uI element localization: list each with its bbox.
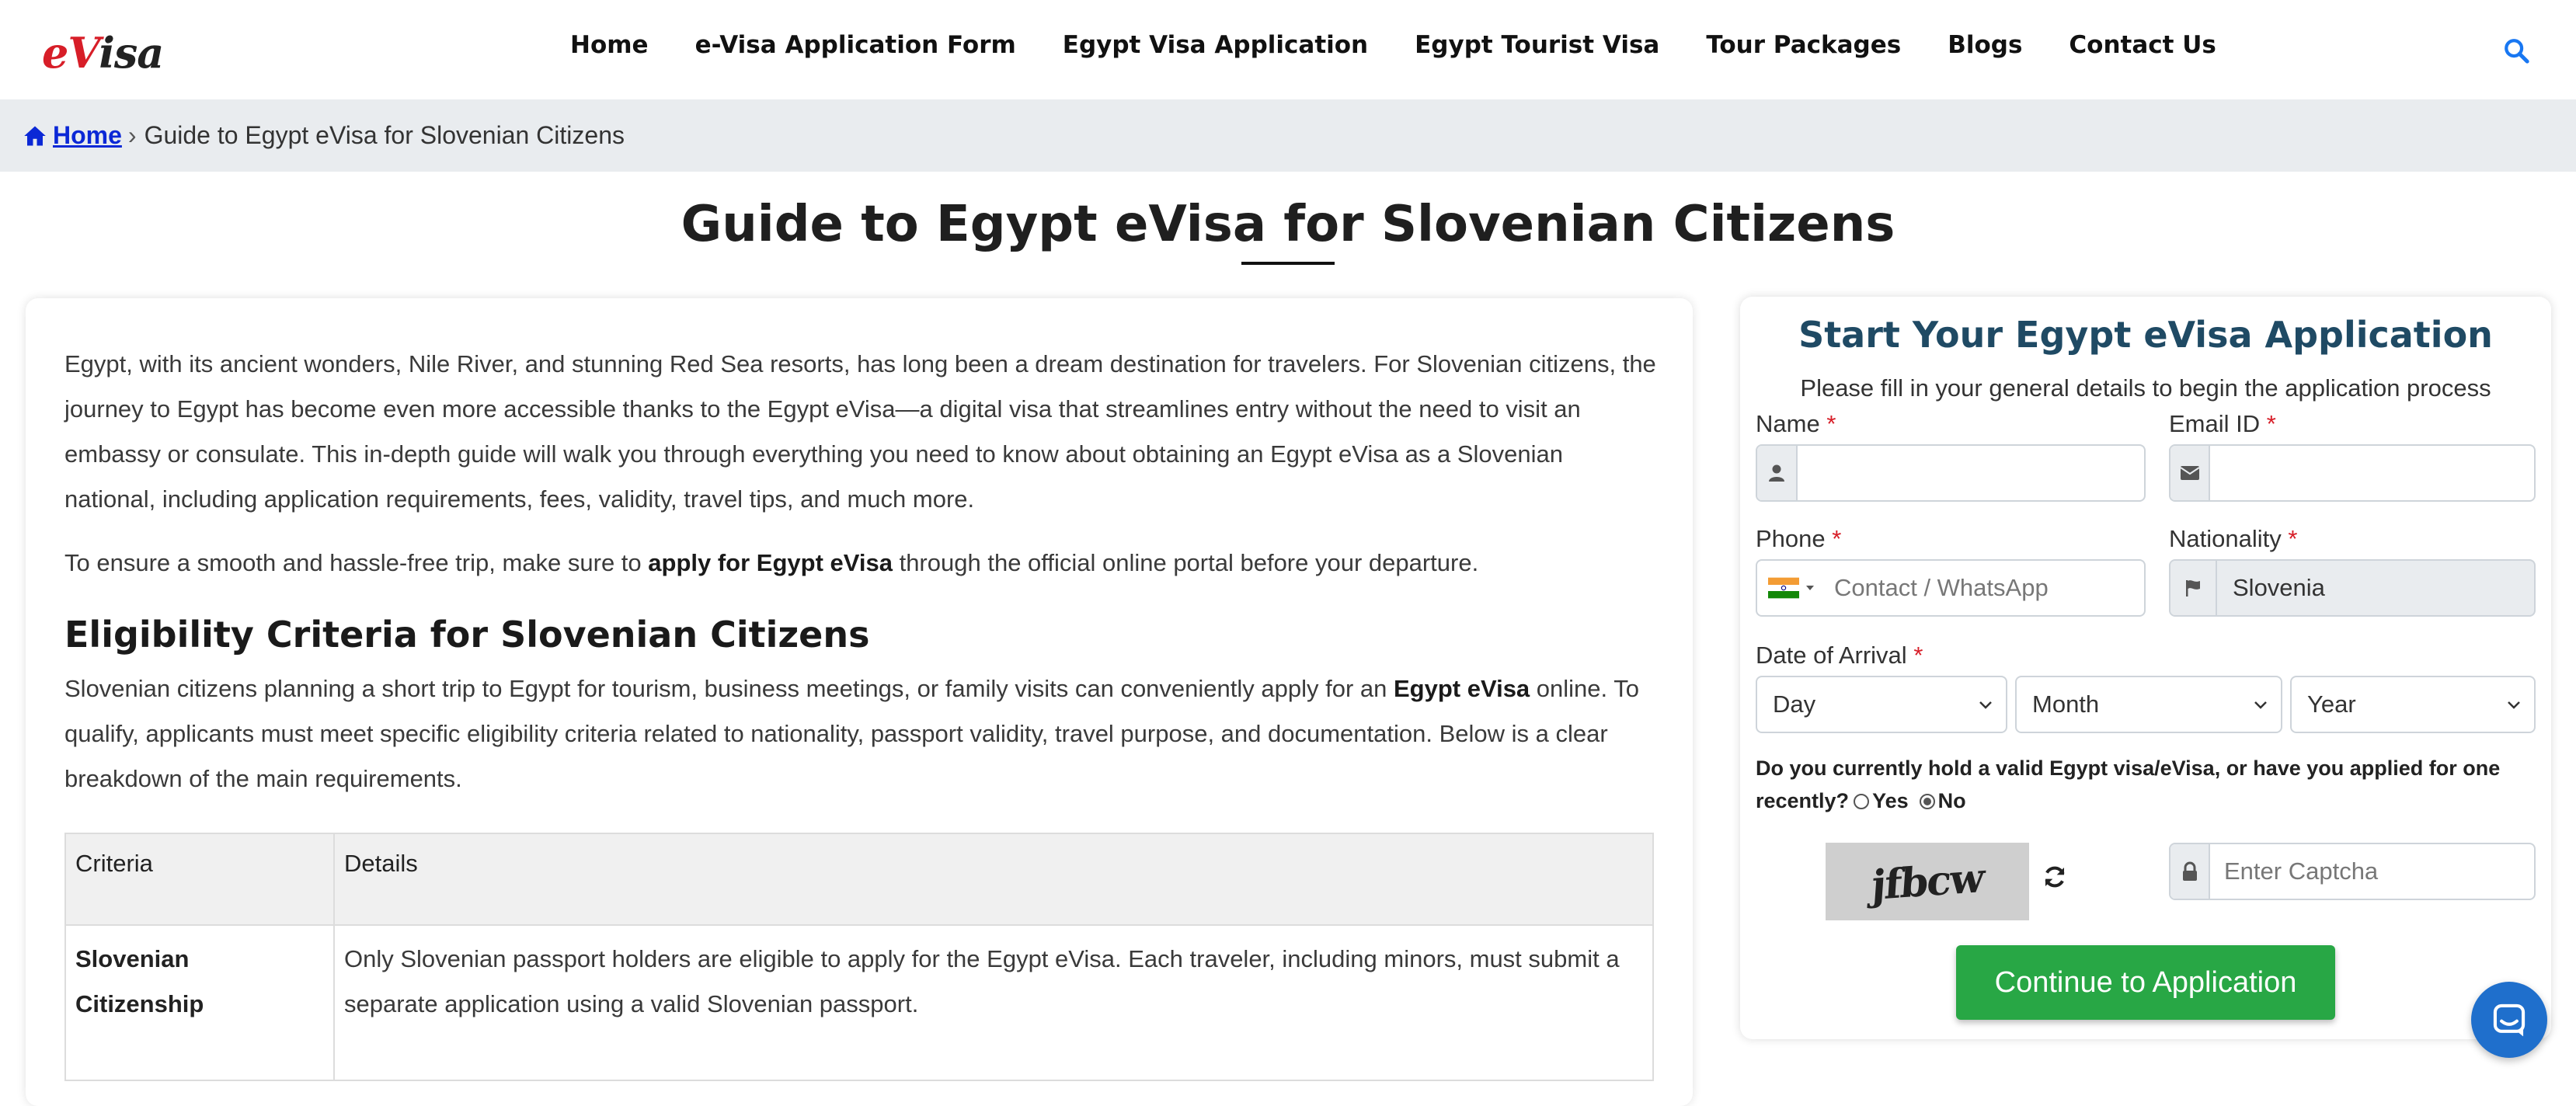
table-header-criteria: Criteria (65, 833, 334, 925)
title-underline (1241, 262, 1335, 265)
chevron-down-icon (2253, 697, 2268, 713)
table-header-details: Details (334, 833, 1653, 925)
email-input[interactable] (2210, 446, 2534, 500)
chat-widget-button[interactable] (2471, 982, 2547, 1058)
nav-contact-us[interactable]: Contact Us (2069, 31, 2216, 59)
required-mark: * (1913, 642, 1923, 669)
table-cell-details: Only Slovenian passport holders are eligible to apply for the Egypt eVisa. Each traveler, including minors, must submit a separate application using a valid Slovenian passport. (334, 925, 1653, 1080)
captcha-input[interactable] (2210, 844, 2534, 899)
logo-e: e (42, 28, 68, 78)
article-card (26, 298, 1693, 1106)
nav-tour-packages[interactable]: Tour Packages (1706, 31, 1902, 59)
eligibility-paragraph (64, 666, 1659, 802)
table-header-row (65, 833, 1653, 925)
year-select[interactable] (2290, 676, 2536, 733)
nav-evisa-application-form[interactable]: e-Visa Application Form (694, 31, 1016, 59)
chevron-down-icon (1978, 697, 1993, 713)
nationality-value (2217, 561, 2534, 615)
name-input[interactable] (1798, 446, 2144, 500)
elig-text-pre: Slovenian citizens planning a short trip to Egypt for tourism, business meetings, or family visits can conveniently apply for an (64, 675, 1394, 702)
breadcrumb-current: Guide to Egypt eVisa for Slovenian Citizens (144, 121, 625, 149)
question-text: Do you currently hold a valid Egypt visa/eVisa, or have you applied for one recently? (1756, 756, 2501, 812)
apply-evisa-link[interactable]: apply for Egypt eVisa (648, 549, 893, 576)
criteria-table (64, 833, 1654, 1081)
name-input-group (1756, 444, 2146, 502)
name-label-text: Name (1756, 410, 1820, 437)
arrival-label (1756, 642, 1923, 670)
site-header (0, 0, 2576, 99)
existing-visa-question (1756, 752, 2540, 817)
search-icon[interactable] (2503, 37, 2529, 64)
form-title: Start Your Egypt eVisa Application (1798, 314, 2493, 356)
day-select-value: Day (1773, 690, 1816, 718)
intro-paragraph: Egypt, with its ancient wonders, Nile River, and stunning Red Sea resorts, has long been a dream destination for travelers. For Slovenian citizens, the journey to Egypt has become even more accessible thanks to the Egypt eVisa—a digital visa that streamlines entry without the need to visit an embassy or consulate. This in-depth guide will walk you through everything you need to know about obtaining an Egypt eVisa as a Slovenian national, including application requirements, fees, validity, travel tips, and much more. (64, 350, 1656, 513)
site-logo[interactable] (42, 28, 163, 78)
india-flag-icon (1768, 577, 1799, 599)
elig-text-post: online. To qualify, applicants must meet specific eligibility criteria related to nationality, passport validity, travel purpose, and documentation. Below is a clear breakdown of the main requirements. (64, 675, 1639, 792)
logo-rest: isa (99, 28, 164, 78)
table-row (65, 925, 1653, 1080)
radio-no-label[interactable]: No (1937, 789, 1966, 812)
user-icon (1757, 446, 1798, 500)
required-mark: * (2266, 410, 2276, 437)
captcha-text: jfbcw (1870, 854, 1985, 909)
phone-label (1756, 525, 1841, 553)
radio-yes-label[interactable]: Yes (1872, 789, 1909, 812)
nav-blogs[interactable]: Blogs (1948, 31, 2023, 59)
nav-egypt-visa-application[interactable]: Egypt Visa Application (1062, 31, 1369, 59)
ensure-text-pre: To ensure a smooth and hassle-free trip, make sure to (64, 549, 649, 576)
required-mark: * (1826, 410, 1836, 437)
table-cell-criteria: Slovenian Citizenship (65, 925, 334, 1080)
page-title: Guide to Egypt eVisa for Slovenian Citizens (681, 196, 1895, 253)
lock-icon (2170, 844, 2210, 899)
nationality-select[interactable] (2169, 559, 2536, 617)
ensure-text-post: through the official online portal before your departure. (892, 549, 1479, 576)
logo-v: V (68, 28, 99, 78)
phone-input[interactable] (1820, 561, 2144, 615)
envelope-icon (2170, 446, 2210, 500)
radio-yes[interactable] (1854, 794, 1869, 809)
caret-down-icon (1805, 585, 1815, 591)
year-select-value: Year (2307, 690, 2356, 718)
required-mark: * (2288, 525, 2298, 552)
email-label (2169, 410, 2276, 438)
captcha-input-group (2169, 843, 2536, 900)
chevron-down-icon (2506, 697, 2522, 713)
flag-icon (2170, 561, 2217, 615)
continue-button[interactable]: Continue to Application (1956, 945, 2335, 1020)
phone-label-text: Phone (1756, 525, 1826, 552)
email-label-text: Email ID (2169, 410, 2261, 437)
chat-icon (2491, 1002, 2527, 1038)
breadcrumb (0, 99, 2576, 172)
name-label (1756, 410, 1836, 438)
refresh-icon[interactable] (2042, 864, 2067, 889)
required-mark: * (1832, 525, 1842, 552)
nationality-label-text: Nationality (2169, 525, 2282, 552)
eligibility-heading: Eligibility Criteria for Slovenian Citizens (64, 614, 870, 656)
nav-home[interactable]: Home (570, 31, 649, 59)
elig-bold: Egypt eVisa (1394, 675, 1530, 702)
breadcrumb-separator: › (127, 121, 137, 149)
application-form-card (1740, 297, 2551, 1039)
email-input-group (2169, 444, 2536, 502)
main-nav (570, 31, 2216, 59)
nationality-label (2169, 525, 2297, 553)
nav-egypt-tourist-visa[interactable]: Egypt Tourist Visa (1415, 31, 1660, 59)
article-content (64, 342, 1659, 1081)
nationality-value-text: Slovenia (2233, 574, 2325, 601)
home-icon (23, 125, 47, 147)
month-select-value: Month (2032, 690, 2100, 718)
country-code-selector[interactable] (1757, 561, 1820, 615)
chevron-down-icon (2217, 581, 2522, 617)
day-select[interactable] (1756, 676, 2007, 733)
breadcrumb-home-link[interactable]: Home (53, 121, 122, 149)
arrival-label-text: Date of Arrival (1756, 642, 1907, 669)
radio-no[interactable] (1920, 794, 1935, 809)
month-select[interactable] (2015, 676, 2282, 733)
captcha-image (1826, 843, 2029, 920)
form-subtitle: Please fill in your general details to begin the application process (1800, 374, 2491, 402)
ensure-paragraph (64, 541, 1659, 586)
phone-input-group (1756, 559, 2146, 617)
